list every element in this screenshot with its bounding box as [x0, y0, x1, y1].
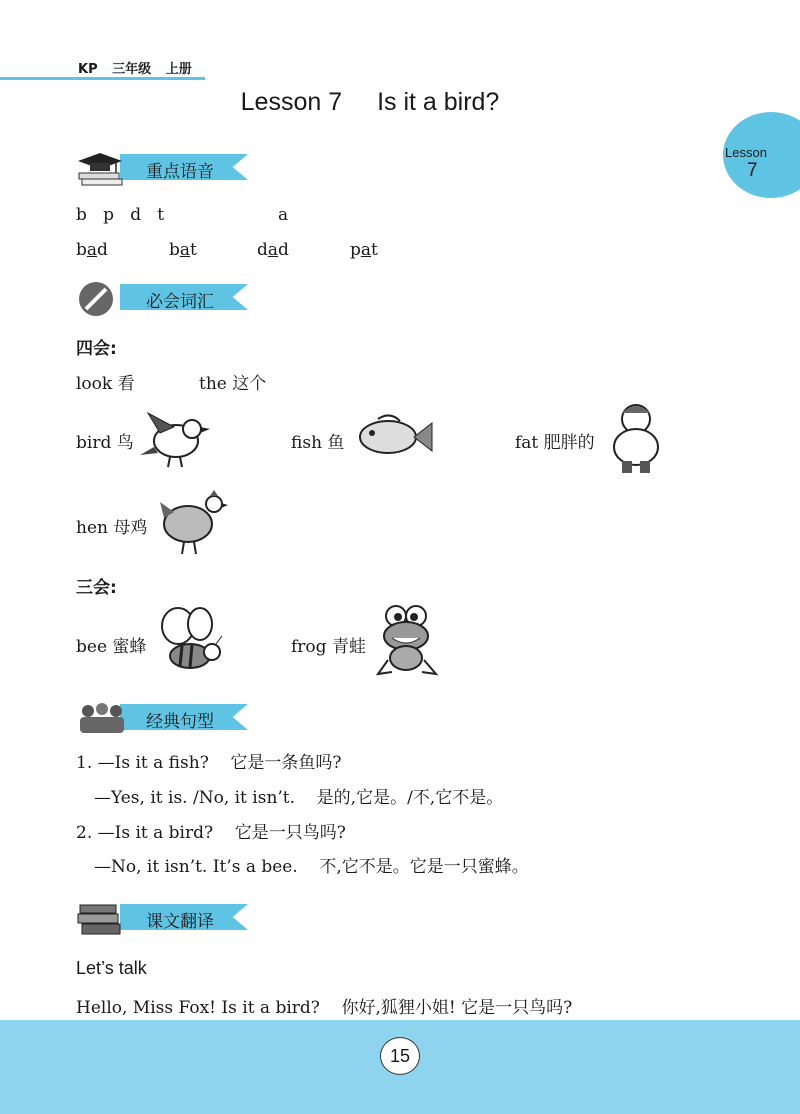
- section-header-phonics: [76, 151, 256, 183]
- lesson-tab-number: 7: [747, 160, 758, 181]
- hen-illustration: [158, 488, 230, 556]
- frog-illustration: [374, 602, 442, 678]
- running-header: [78, 58, 202, 77]
- grade-label: 三年级: [112, 62, 152, 77]
- phonics-word: bat: [169, 240, 197, 260]
- sentence-1-answer: —Yes, it is. /No, it isn’t. 是的,它是。/不,它不是。: [94, 788, 504, 808]
- publisher-mark: KP: [78, 62, 98, 77]
- fat-boy-illustration: [608, 401, 666, 475]
- pencil-icon: [76, 281, 126, 317]
- header-rule: [0, 77, 205, 80]
- vocab-fish: fish 鱼: [291, 433, 345, 453]
- section-header-translation: [76, 901, 256, 933]
- level-three-label: 三会:: [76, 578, 117, 598]
- volume-label: 上册: [165, 62, 192, 77]
- vocab-frog: frog 青蛙: [291, 637, 366, 657]
- section-title: 课文翻译: [146, 912, 214, 932]
- section-header-vocab: [76, 281, 256, 313]
- section-header-sentences: [76, 701, 256, 733]
- children-icon: [76, 701, 126, 737]
- lesson-tab-label: Lesson: [725, 145, 767, 160]
- page-title: [0, 88, 740, 117]
- vocab-hen: hen 母鸡: [76, 518, 148, 538]
- vocab-fat: fat 肥胖的: [515, 433, 595, 453]
- sentence-2-answer: —No, it isn’t. It’s a bee. 不,它不是。它是一只蜜蜂。: [94, 857, 529, 877]
- phonics-word: bad: [76, 240, 108, 260]
- page-number: 15: [380, 1037, 420, 1075]
- lesson-topic: Is it a bird?: [377, 88, 500, 116]
- sentence-2-question: 2. —Is it a bird? 它是一只鸟吗?: [76, 823, 346, 843]
- phonics-consonants: b p d t: [76, 205, 165, 225]
- section-title: 经典句型: [146, 712, 214, 732]
- section-title: 必会词汇: [146, 292, 214, 312]
- vocab-the: the 这个: [199, 374, 267, 394]
- level-four-label: 四会:: [76, 339, 117, 359]
- vocab-bird: bird 鸟: [76, 433, 134, 453]
- bird-illustration: [140, 403, 212, 471]
- fish-illustration: [356, 413, 434, 459]
- section-title: 重点语音: [146, 162, 214, 182]
- books-icon: [76, 901, 126, 937]
- dialogue-heading: Let’s talk: [76, 958, 147, 978]
- vocab-bee: bee 蜜蜂: [76, 637, 147, 657]
- bee-illustration: [156, 606, 228, 676]
- phonics-word: pat: [350, 240, 378, 260]
- lesson-tab: [723, 112, 800, 198]
- lesson-number: Lesson 7: [240, 88, 343, 116]
- vocab-look: look 看: [76, 374, 135, 394]
- sentence-1-question: 1. —Is it a fish? 它是一条鱼吗?: [76, 753, 342, 773]
- graduation-cap-icon: [76, 151, 126, 187]
- phonics-vowel: a: [278, 205, 289, 225]
- dialogue-line-1: Hello, Miss Fox! Is it a bird? 你好,狐狸小姐! 它是一只鸟吗?: [76, 998, 573, 1018]
- phonics-word: dad: [257, 240, 289, 260]
